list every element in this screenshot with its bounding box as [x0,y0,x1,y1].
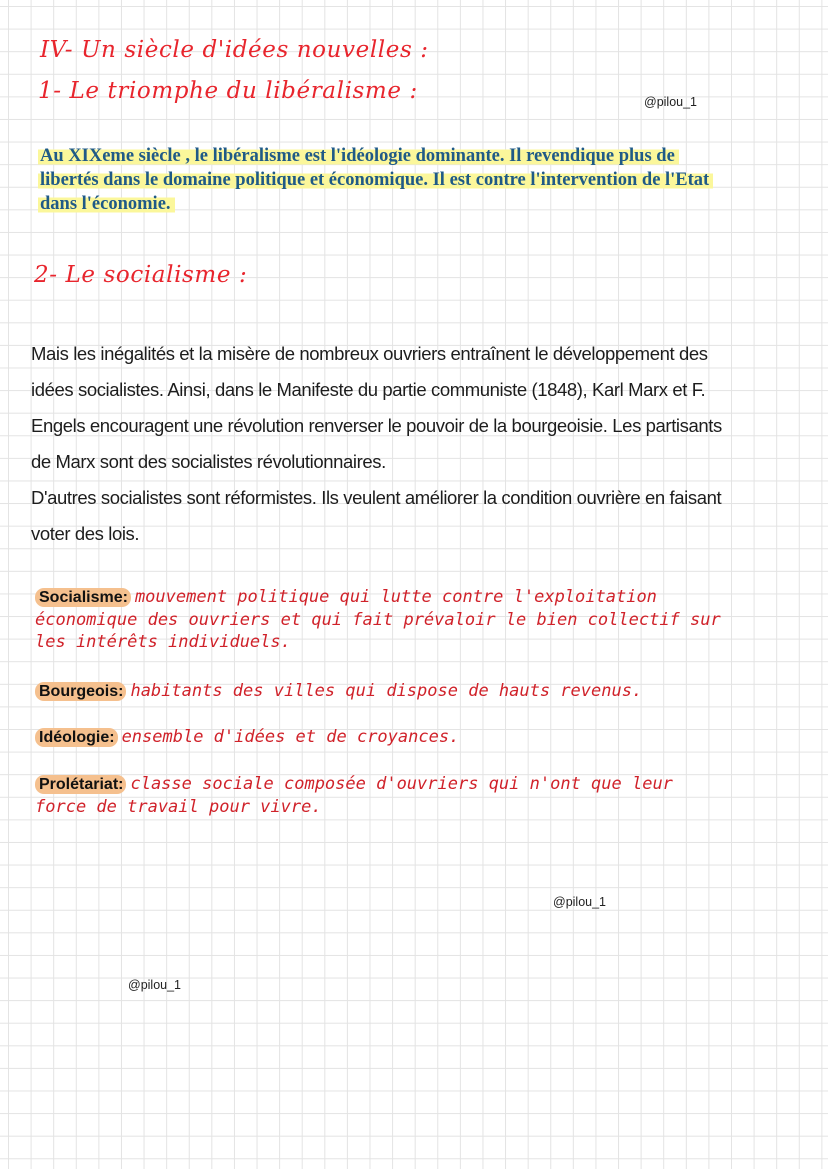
definition-ideologie [35,726,459,749]
subheading-liberalism: 1- Le triomphe du libéralisme : [38,78,418,104]
definition-text: classe sociale composée d'ouvriers qui n'ont que leur [130,774,673,794]
definition-bourgeois [35,680,642,703]
subheading-socialism: 2- Le socialisme : [34,262,248,288]
term-bourgeois: Bourgeois: [35,682,126,701]
definition-text: force de travail pour vivre. [35,797,322,817]
liberalism-line: libertés dans le domaine politique et économique. Il est contre l'intervention de l'Etat [38,170,713,190]
term-ideologie: Idéologie: [35,728,118,747]
liberalism-line: Au XIXeme siècle , le libéralisme est l'idéologie dominante. Il revendique plus de [38,146,679,166]
definition-text: ensemble d'idées et de croyances. [121,727,460,747]
socialism-line: idées socialistes. Ainsi, dans le Manifeste du partie communiste (1848), Karl Marx et F. [31,379,706,400]
term-proletariat: Prolétariat: [35,775,126,794]
section-heading-main: IV- Un siècle d'idées nouvelles : [40,37,429,63]
socialism-line: D'autres socialistes sont réformistes. Ils veulent améliorer la condition ouvrière en faisant [31,487,722,508]
socialism-line: voter des lois. [31,523,140,544]
definition-text: économique des ouvriers et qui fait prévaloir le bien collectif sur [35,610,721,630]
watermark-middle: @pilou_1 [553,895,607,909]
socialism-line: Mais les inégalités et la misère de nombreux ouvriers entraînent le développement des [31,343,708,364]
socialism-line: de Marx sont des socialistes révolutionnaires. [31,451,386,472]
liberalism-paragraph [38,144,713,216]
definition-proletariat [35,773,673,818]
definition-text: mouvement politique qui lutte contre l'exploitation [134,587,657,607]
liberalism-line: dans l'économie. [38,194,175,214]
term-socialisme: Socialisme: [35,588,131,607]
socialism-paragraph [31,336,722,552]
definition-socialisme [35,586,721,653]
definition-text: habitants des villes qui dispose de hauts revenus. [130,681,643,701]
watermark-bottom: @pilou_1 [128,978,182,992]
watermark-top: @pilou_1 [644,95,698,109]
definition-text: les intérêts individuels. [35,632,291,652]
socialism-line: Engels encouragent une révolution renverser le pouvoir de la bourgeoisie. Les partisants [31,415,722,436]
